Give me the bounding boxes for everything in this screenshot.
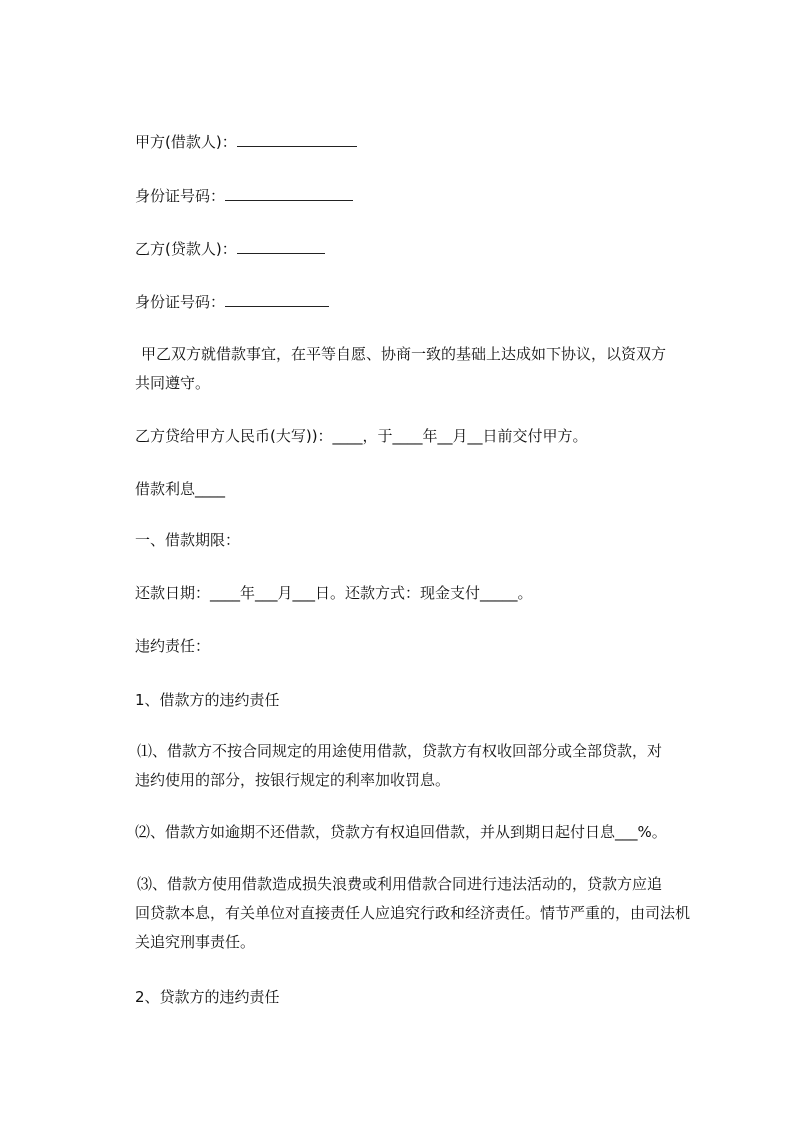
lender-breach-heading: 2、贷款方的违约责任 (135, 988, 280, 1006)
id-a-label: 身份证号码： (135, 187, 226, 205)
clause-1-line-1: ⑴、借款方不按合同规定的用途使用借款，贷款方有权收回部分或全部贷款，对 (137, 742, 663, 760)
id-a-blank[interactable] (225, 186, 353, 201)
intro-paragraph (135, 340, 715, 398)
id-a-line (135, 186, 353, 206)
intro-line-1: 甲乙双方就借款事宜，在平等自愿、协商一致的基础上达成如下协议，以资双方 (141, 345, 667, 363)
party-a-label: 甲方(借款人)： (135, 133, 237, 151)
intro-line-2: 共同遵守。 (135, 374, 211, 392)
clause-1-paragraph (135, 737, 715, 795)
party-b-label: 乙方(贷款人)： (135, 240, 237, 258)
party-b-line (135, 239, 325, 259)
party-b-blank[interactable] (237, 239, 325, 254)
interest-line: 借款利息____ (135, 480, 226, 498)
repayment-line: 还款日期：____年___月___日。还款方式：现金支付_____。 (135, 584, 533, 602)
id-b-blank[interactable] (225, 292, 329, 307)
clause-3-line-1: ⑶、借款方使用借款造成损失浪费或利用借款合同进行违法活动的，贷款方应追 (137, 875, 663, 893)
borrower-breach-heading: 1、借款方的违约责任 (135, 691, 280, 709)
clause-1-line-2: 违约使用的部分，按银行规定的利率加收罚息。 (135, 771, 451, 789)
id-b-line (135, 292, 329, 312)
loan-amount-line: 乙方贷给甲方人民币(大写))：____，于____年__月__日前交付甲方。 (135, 427, 588, 445)
clause-3-paragraph (135, 870, 715, 957)
term-heading: 一、借款期限： (135, 531, 241, 549)
party-a-line (135, 132, 357, 152)
breach-heading: 违约责任： (135, 637, 211, 655)
clause-3-line-2: 回贷款本息，有关单位对直接责任人应追究行政和经济责任。情节严重的，由司法机 (135, 904, 691, 922)
clause-2-line: ⑵、借款方如逾期不还借款，贷款方有权追回借款，并从到期日起付日息___%。 (135, 823, 667, 841)
id-b-label: 身份证号码： (135, 293, 226, 311)
clause-3-line-3: 关追究刑事责任。 (135, 933, 256, 951)
party-a-blank[interactable] (237, 132, 357, 147)
